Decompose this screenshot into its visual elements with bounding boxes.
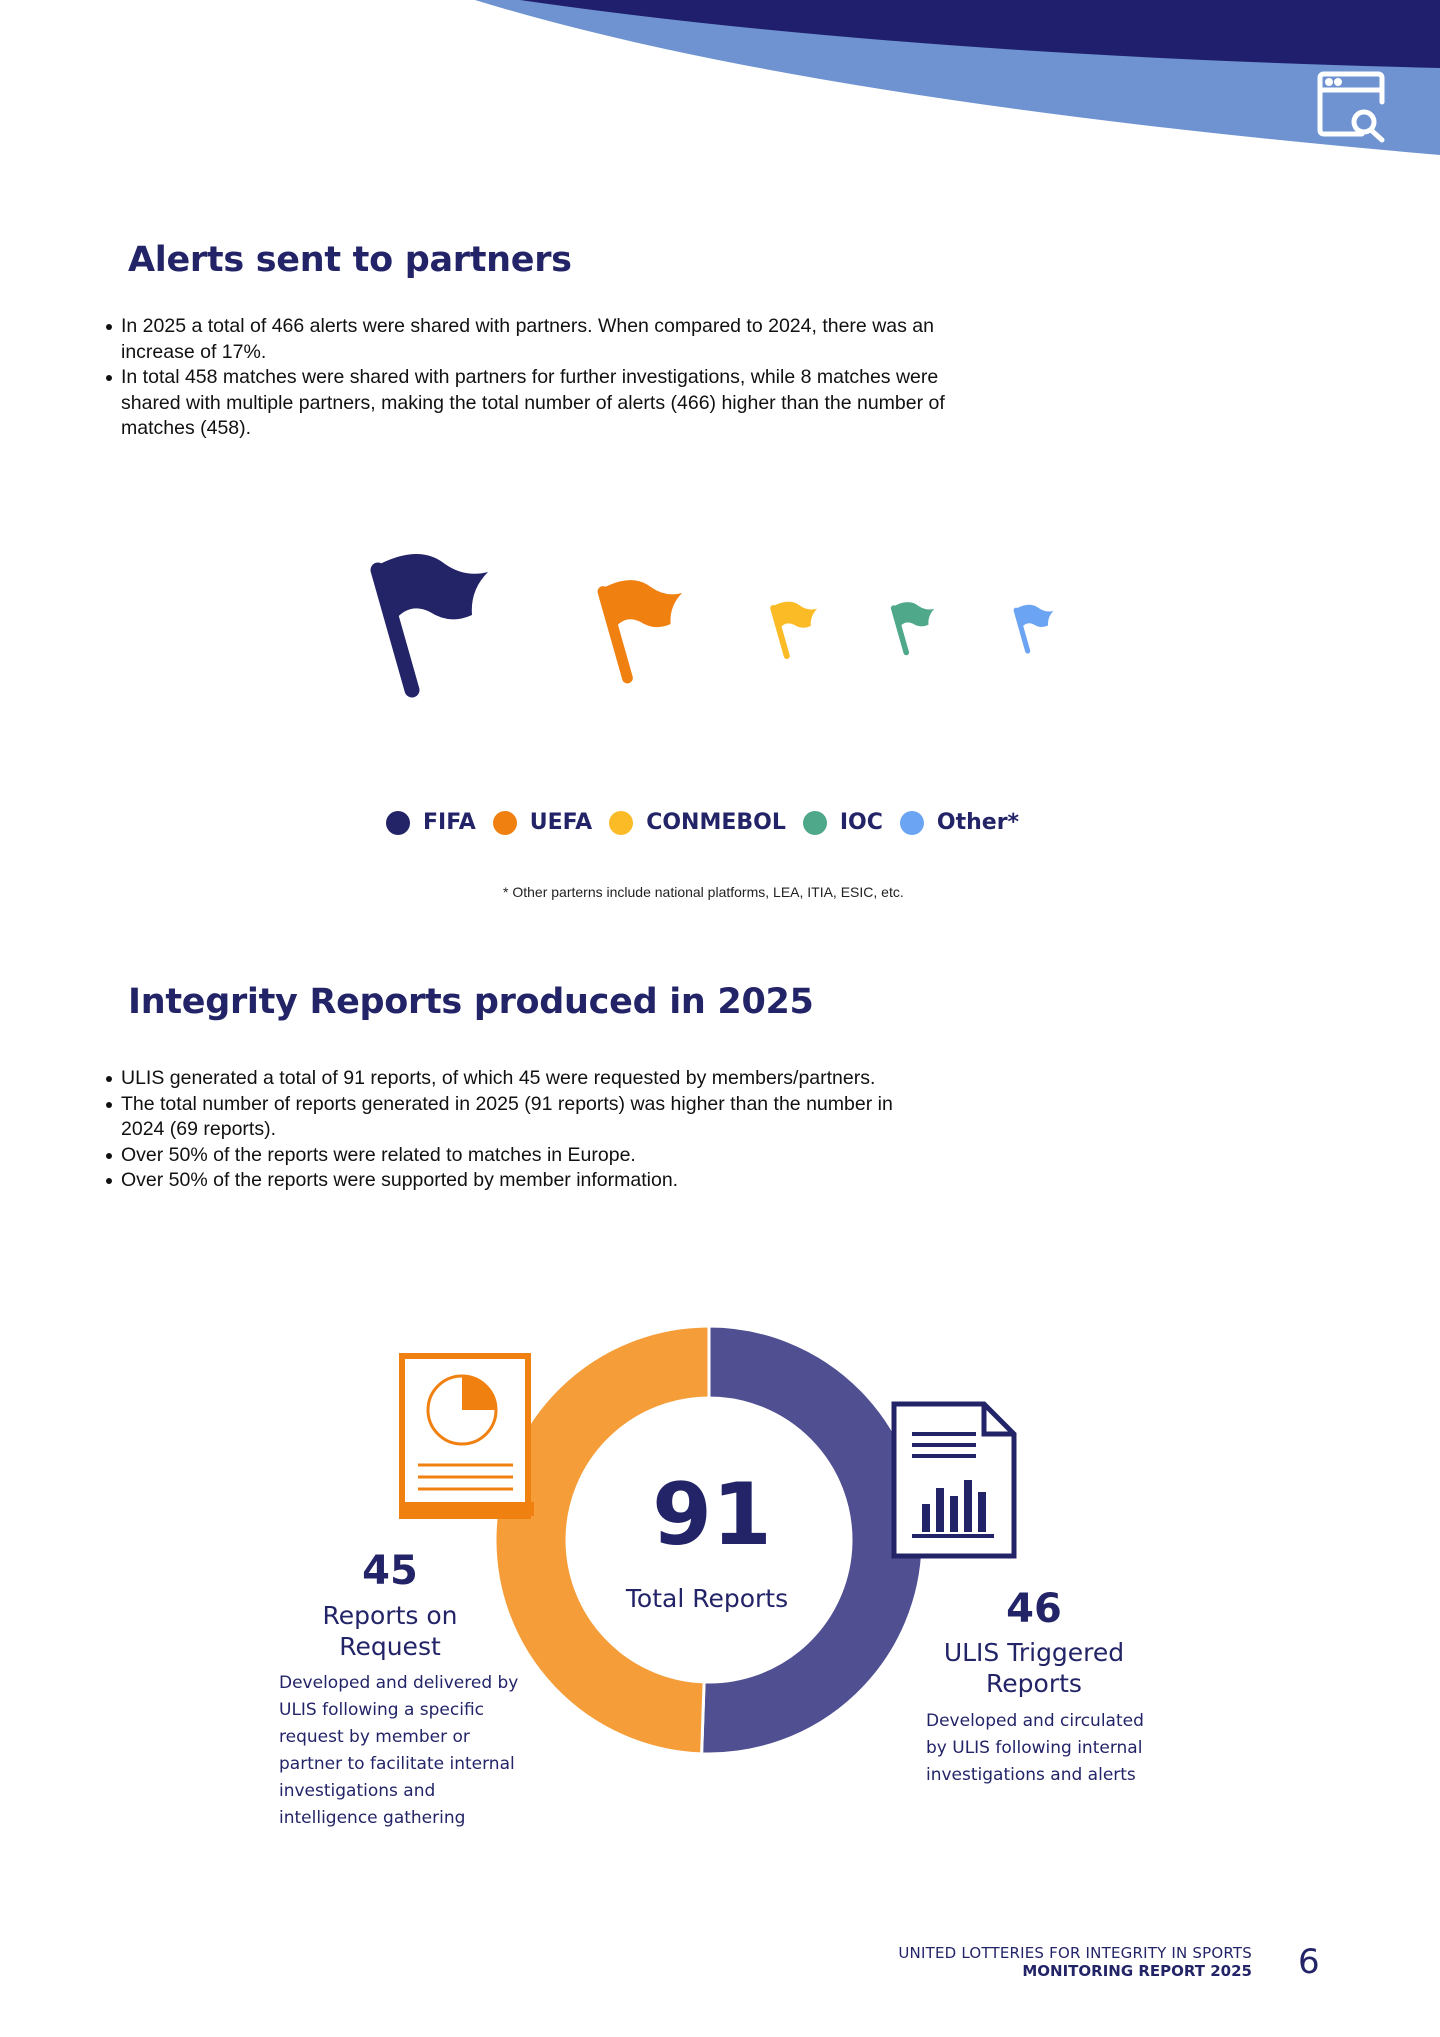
flags-row (360, 540, 1080, 715)
flag-icon-conmebol (773, 602, 817, 656)
flag-icon-fifa (378, 554, 488, 690)
alerts-bullets (103, 314, 951, 442)
desc-line: intelligence gathering (279, 1808, 466, 1828)
page-number: 6 (1298, 1942, 1320, 1982)
alerts-section-title: Alerts sent to partners (128, 240, 572, 280)
legend-dot (803, 811, 827, 835)
desc-line: investigations and (279, 1781, 436, 1801)
footer (780, 1944, 1252, 1980)
bar-report-icon (890, 1400, 1018, 1560)
legend-item-conmebol (609, 810, 786, 835)
legend-label: UEFA (529, 810, 593, 835)
triggered-label (914, 1637, 1154, 1699)
header-wave (0, 0, 1440, 170)
list-item: In total 458 matches were shared with partners for further investigations, while 8 matches were shared with multiple partners, making the total number of alerts (466) higher than the number of matches (458). (121, 365, 951, 442)
legend-item-other (900, 810, 1019, 835)
request-description (279, 1670, 559, 1832)
request-label-line: Request (339, 1632, 441, 1661)
reports-bullets (103, 1066, 941, 1194)
footer-report: MONITORING REPORT 2025 (1022, 1962, 1252, 1980)
triggered-label-line: ULIS Triggered (943, 1638, 1125, 1667)
legend-label: FIFA (423, 810, 476, 835)
footnote: * Other parterns include national platforms, LEA, ITIA, ESIC, etc. (503, 884, 904, 900)
flag-icon-ioc (894, 602, 935, 652)
legend-dot (493, 811, 517, 835)
legend-item-fifa (386, 810, 476, 835)
footer-org: UNITED LOTTERIES FOR INTEGRITY IN SPORTS (898, 1944, 1252, 1962)
legend-dot (900, 811, 924, 835)
desc-line: request by member or (279, 1727, 470, 1747)
total-reports-value: 91 (652, 1465, 772, 1565)
flag-icon-uefa (603, 580, 682, 678)
legend-dot (386, 811, 410, 835)
desc-line: Developed and circulated (926, 1711, 1144, 1731)
legend-item-uefa (493, 810, 592, 835)
legend (386, 810, 1036, 835)
list-item: Over 50% of the reports were supported by member information. (121, 1168, 941, 1194)
list-item: ULIS generated a total of 91 reports, of which 45 were requested by members/partners. (121, 1066, 941, 1092)
triggered-description (926, 1708, 1186, 1789)
list-item: The total number of reports generated in 2025 (91 reports) was higher than the number in 2024 (69 reports). (121, 1092, 941, 1143)
reports-section-title: Integrity Reports produced in 2025 (128, 982, 814, 1022)
request-label (280, 1600, 500, 1662)
request-label-line: Reports on (322, 1601, 458, 1630)
legend-label: Other* (936, 810, 1020, 835)
triggered-label-line: Reports (986, 1669, 1082, 1698)
legend-item-ioc (803, 810, 883, 835)
legend-dot (609, 811, 633, 835)
legend-label: CONMEBOL (646, 810, 786, 835)
flag-icon-other (1016, 605, 1053, 651)
total-reports-label: Total Reports (625, 1584, 789, 1613)
desc-line: investigations and alerts (926, 1765, 1136, 1785)
pie-report-icon (398, 1352, 538, 1522)
desc-line: Developed and delivered by (279, 1673, 519, 1693)
list-item: Over 50% of the reports were related to matches in Europe. (121, 1143, 941, 1169)
triggered-value: 46 (1006, 1586, 1062, 1632)
desc-line: ULIS following a specific (279, 1700, 485, 1720)
legend-label: IOC (839, 810, 883, 835)
request-value: 45 (362, 1548, 418, 1594)
desc-line: partner to facilitate internal (279, 1754, 515, 1774)
desc-line: by ULIS following internal (926, 1738, 1143, 1758)
list-item: In 2025 a total of 466 alerts were shared with partners. When compared to 2024, there was an increase of 17%. (121, 314, 951, 365)
